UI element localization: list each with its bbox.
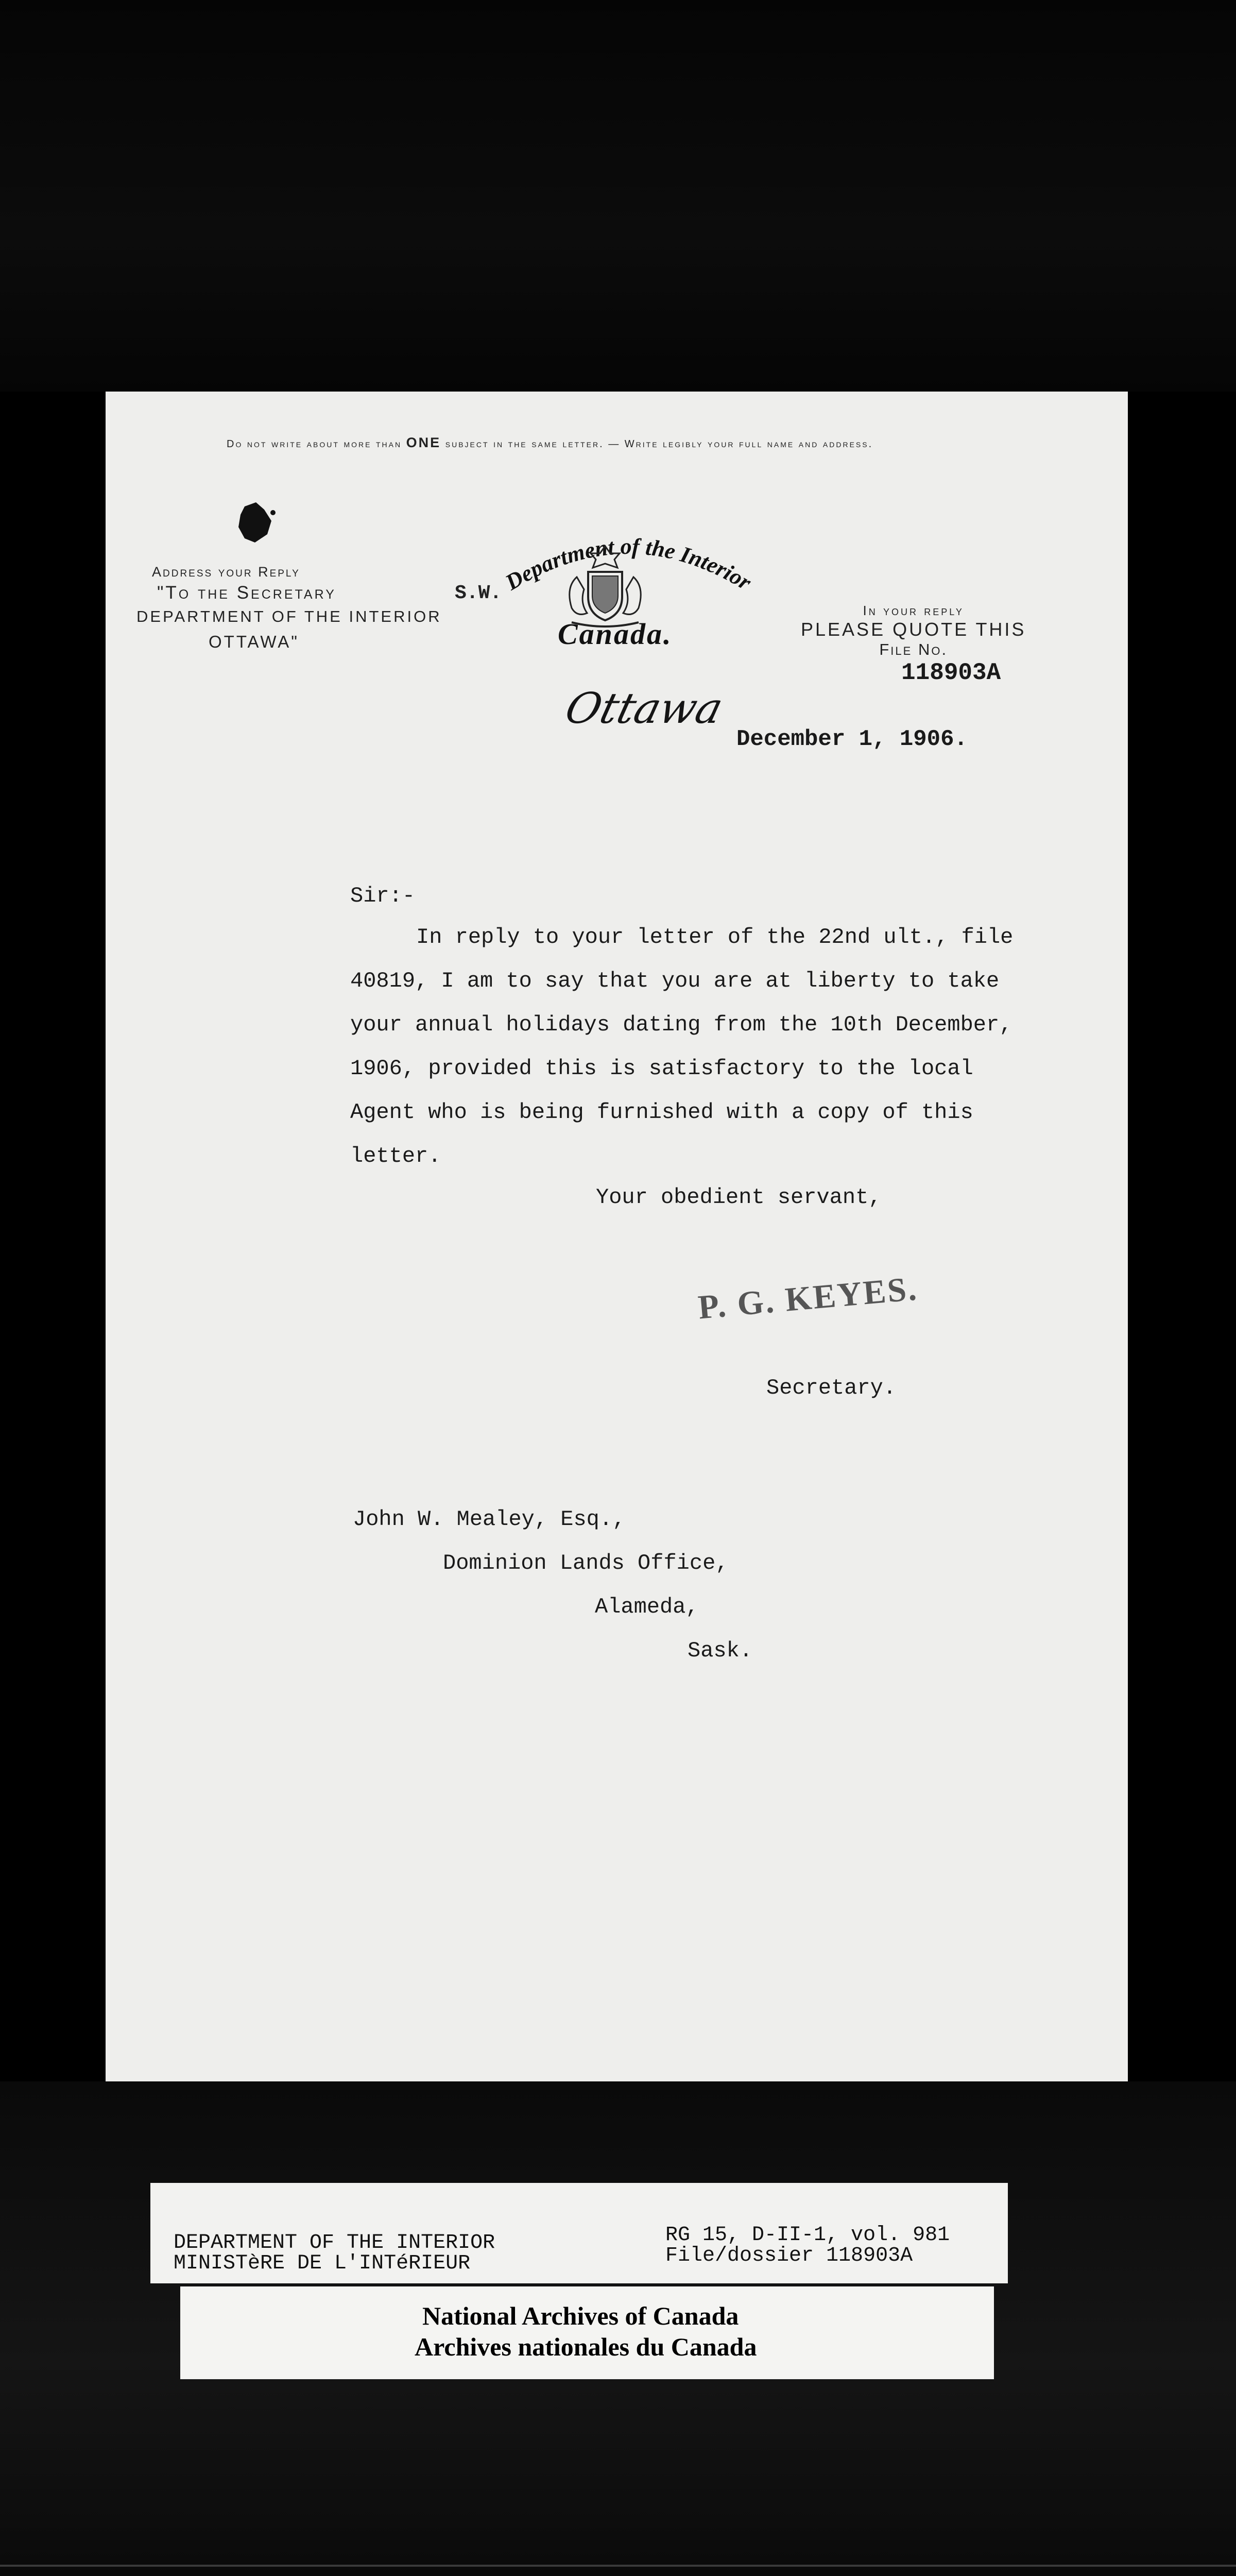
closing: Your obedient servant, xyxy=(596,1185,882,1210)
archive-dept-en: DEPARTMENT OF THE INTERIOR xyxy=(174,2231,495,2255)
archive-reference-card xyxy=(150,2183,1008,2283)
please-quote-label: PLEASE QUOTE THIS xyxy=(801,619,1026,640)
archives-name-fr: Archives nationales du Canada xyxy=(415,2332,757,2361)
body-line-1: In reply to your letter of the 22nd ult., file xyxy=(416,925,1014,950)
place-ottawa: Ottawa xyxy=(560,684,728,733)
address-label: Address your Reply xyxy=(152,564,300,580)
signatory-title: Secretary. xyxy=(766,1376,897,1400)
sw-code: S.W. xyxy=(455,582,502,604)
file-number: 118903A xyxy=(901,659,1001,686)
letter-date: December 1, 1906. xyxy=(736,726,968,752)
bottom-rule xyxy=(0,2565,1236,2567)
archive-file: File/dossier 118903A xyxy=(665,2244,913,2267)
addressee-line-3: Alameda, xyxy=(595,1595,699,1619)
canada-heading: Canada. xyxy=(558,617,673,651)
addressee-line-1: John W. Mealey, Esq., xyxy=(353,1507,626,1532)
body-line-6: letter. xyxy=(350,1144,441,1168)
top-scan-border xyxy=(0,0,1236,392)
address-line-department: DEPARTMENT OF THE INTERIOR xyxy=(136,607,442,625)
addressee-line-2: Dominion Lands Office, xyxy=(443,1551,729,1575)
notice-text-a: Do not write about more than xyxy=(227,438,402,450)
archive-dept-fr: MINISTèRE DE L'INTéRIEUR xyxy=(174,2252,471,2275)
header-notice xyxy=(227,435,873,451)
addressee-line-4: Sask. xyxy=(688,1638,753,1663)
notice-text-b: subject in the same letter. — Write legibly your full name and address. xyxy=(445,438,873,450)
file-reference-block xyxy=(801,603,1026,659)
archive-name-card xyxy=(180,2286,994,2379)
signature-stamp: P. G. KEYES. xyxy=(696,1269,920,1327)
in-your-reply-label: In your reply xyxy=(863,603,964,618)
body-line-5: Agent who is being furnished with a copy of this xyxy=(350,1100,973,1125)
notice-text-one: ONE xyxy=(406,435,441,450)
address-line-ottawa: OTTAWA" xyxy=(209,632,299,651)
salutation: Sir:- xyxy=(350,884,416,908)
archive-ref: RG 15, D-II-1, vol. 981 xyxy=(665,2224,950,2247)
body-line-2: 40819, I am to say that you are at liberty to take xyxy=(350,969,1000,993)
body-line-4: 1906, provided this is satisfactory to the local xyxy=(350,1056,973,1081)
body-line-3: your annual holidays dating from the 10th December, xyxy=(350,1012,1012,1037)
address-line-secretary: "To the Secretary xyxy=(157,583,336,603)
archives-name-en: National Archives of Canada xyxy=(422,2301,739,2330)
file-no-label: File No. xyxy=(879,640,948,658)
letter-sheet xyxy=(106,392,1128,2081)
department-arc-text: Department of the Interior xyxy=(501,533,756,596)
ink-blot-mark xyxy=(229,497,281,549)
